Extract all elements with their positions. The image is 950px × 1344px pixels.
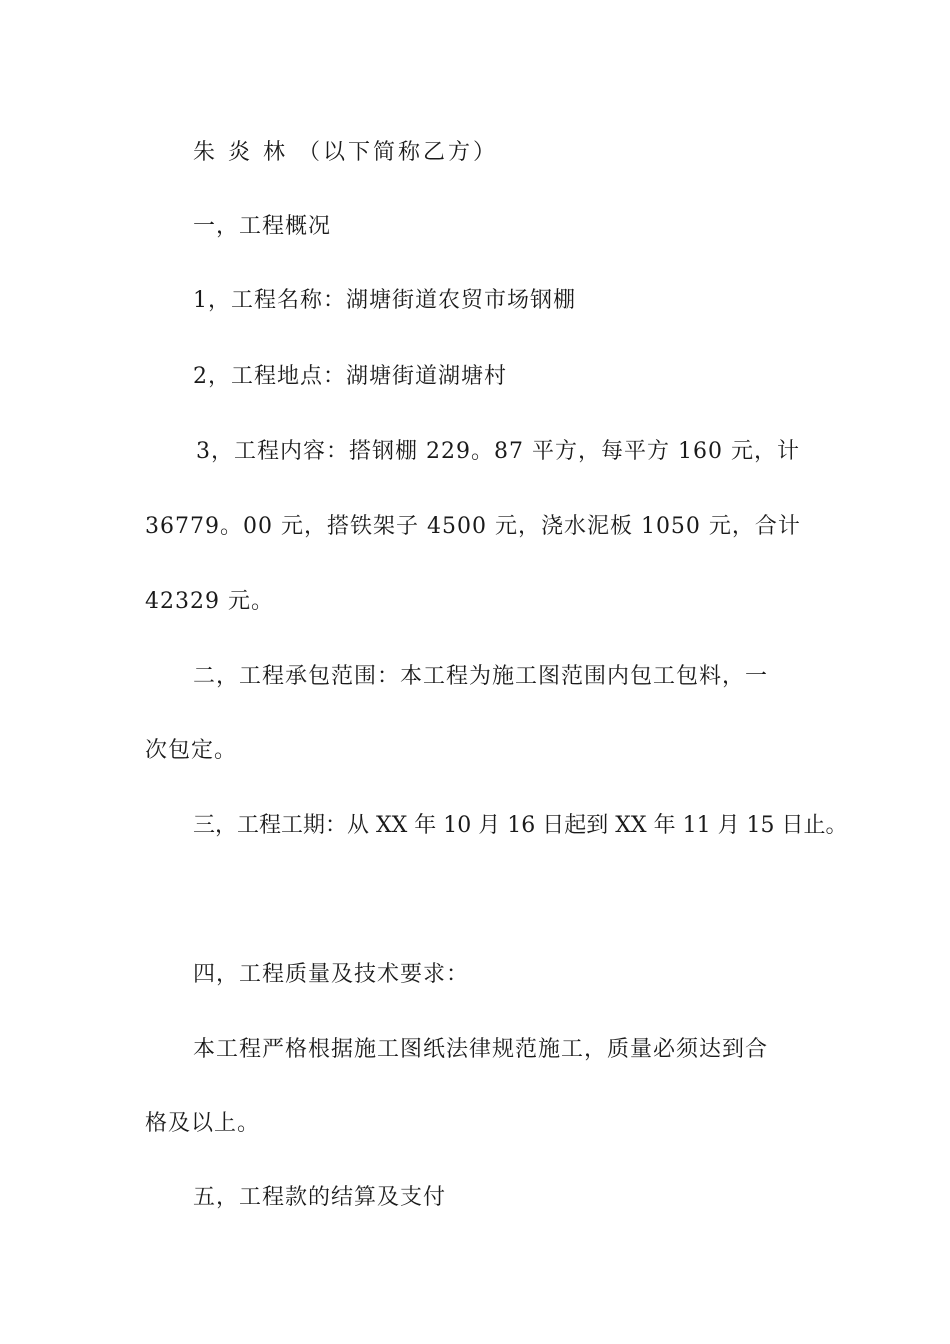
section-5-heading: 五，工程款的结算及支付	[193, 1185, 447, 1210]
project-name-item: 1，工程名称：湖塘街道农贸市场钢棚	[193, 288, 576, 313]
project-location-item: 2，工程地点：湖塘街道湖塘村	[193, 364, 507, 389]
section-1-heading: 一，工程概况	[193, 214, 332, 239]
section-4-line-2: 格及以上。	[145, 1111, 261, 1136]
section-4-heading: 四，工程质量及技术要求：	[193, 962, 470, 987]
section-4-line-1: 本工程严格根据施工图纸法律规范施工，质量必须达到合	[193, 1037, 769, 1062]
project-content-line-1: 3，工程内容：搭钢棚 229。87 平方，每平方 160 元，计	[196, 439, 800, 464]
section-2-line-2: 次包定。	[145, 738, 238, 763]
section-2-line-1: 二，工程承包范围：本工程为施工图范围内包工包料，一	[193, 664, 769, 689]
section-3-schedule: 三，工程工期：从 XX 年 10 月 16 日起到 XX 年 11 月 15 日止。	[193, 813, 848, 838]
project-content-line-3: 42329 元。	[145, 589, 274, 614]
project-content-line-2: 36779。00 元，搭铁架子 4500 元，浇水泥板 1050 元，合计	[145, 514, 801, 539]
party-b-line: 朱 炎 林 （以下简称乙方）	[193, 140, 498, 165]
